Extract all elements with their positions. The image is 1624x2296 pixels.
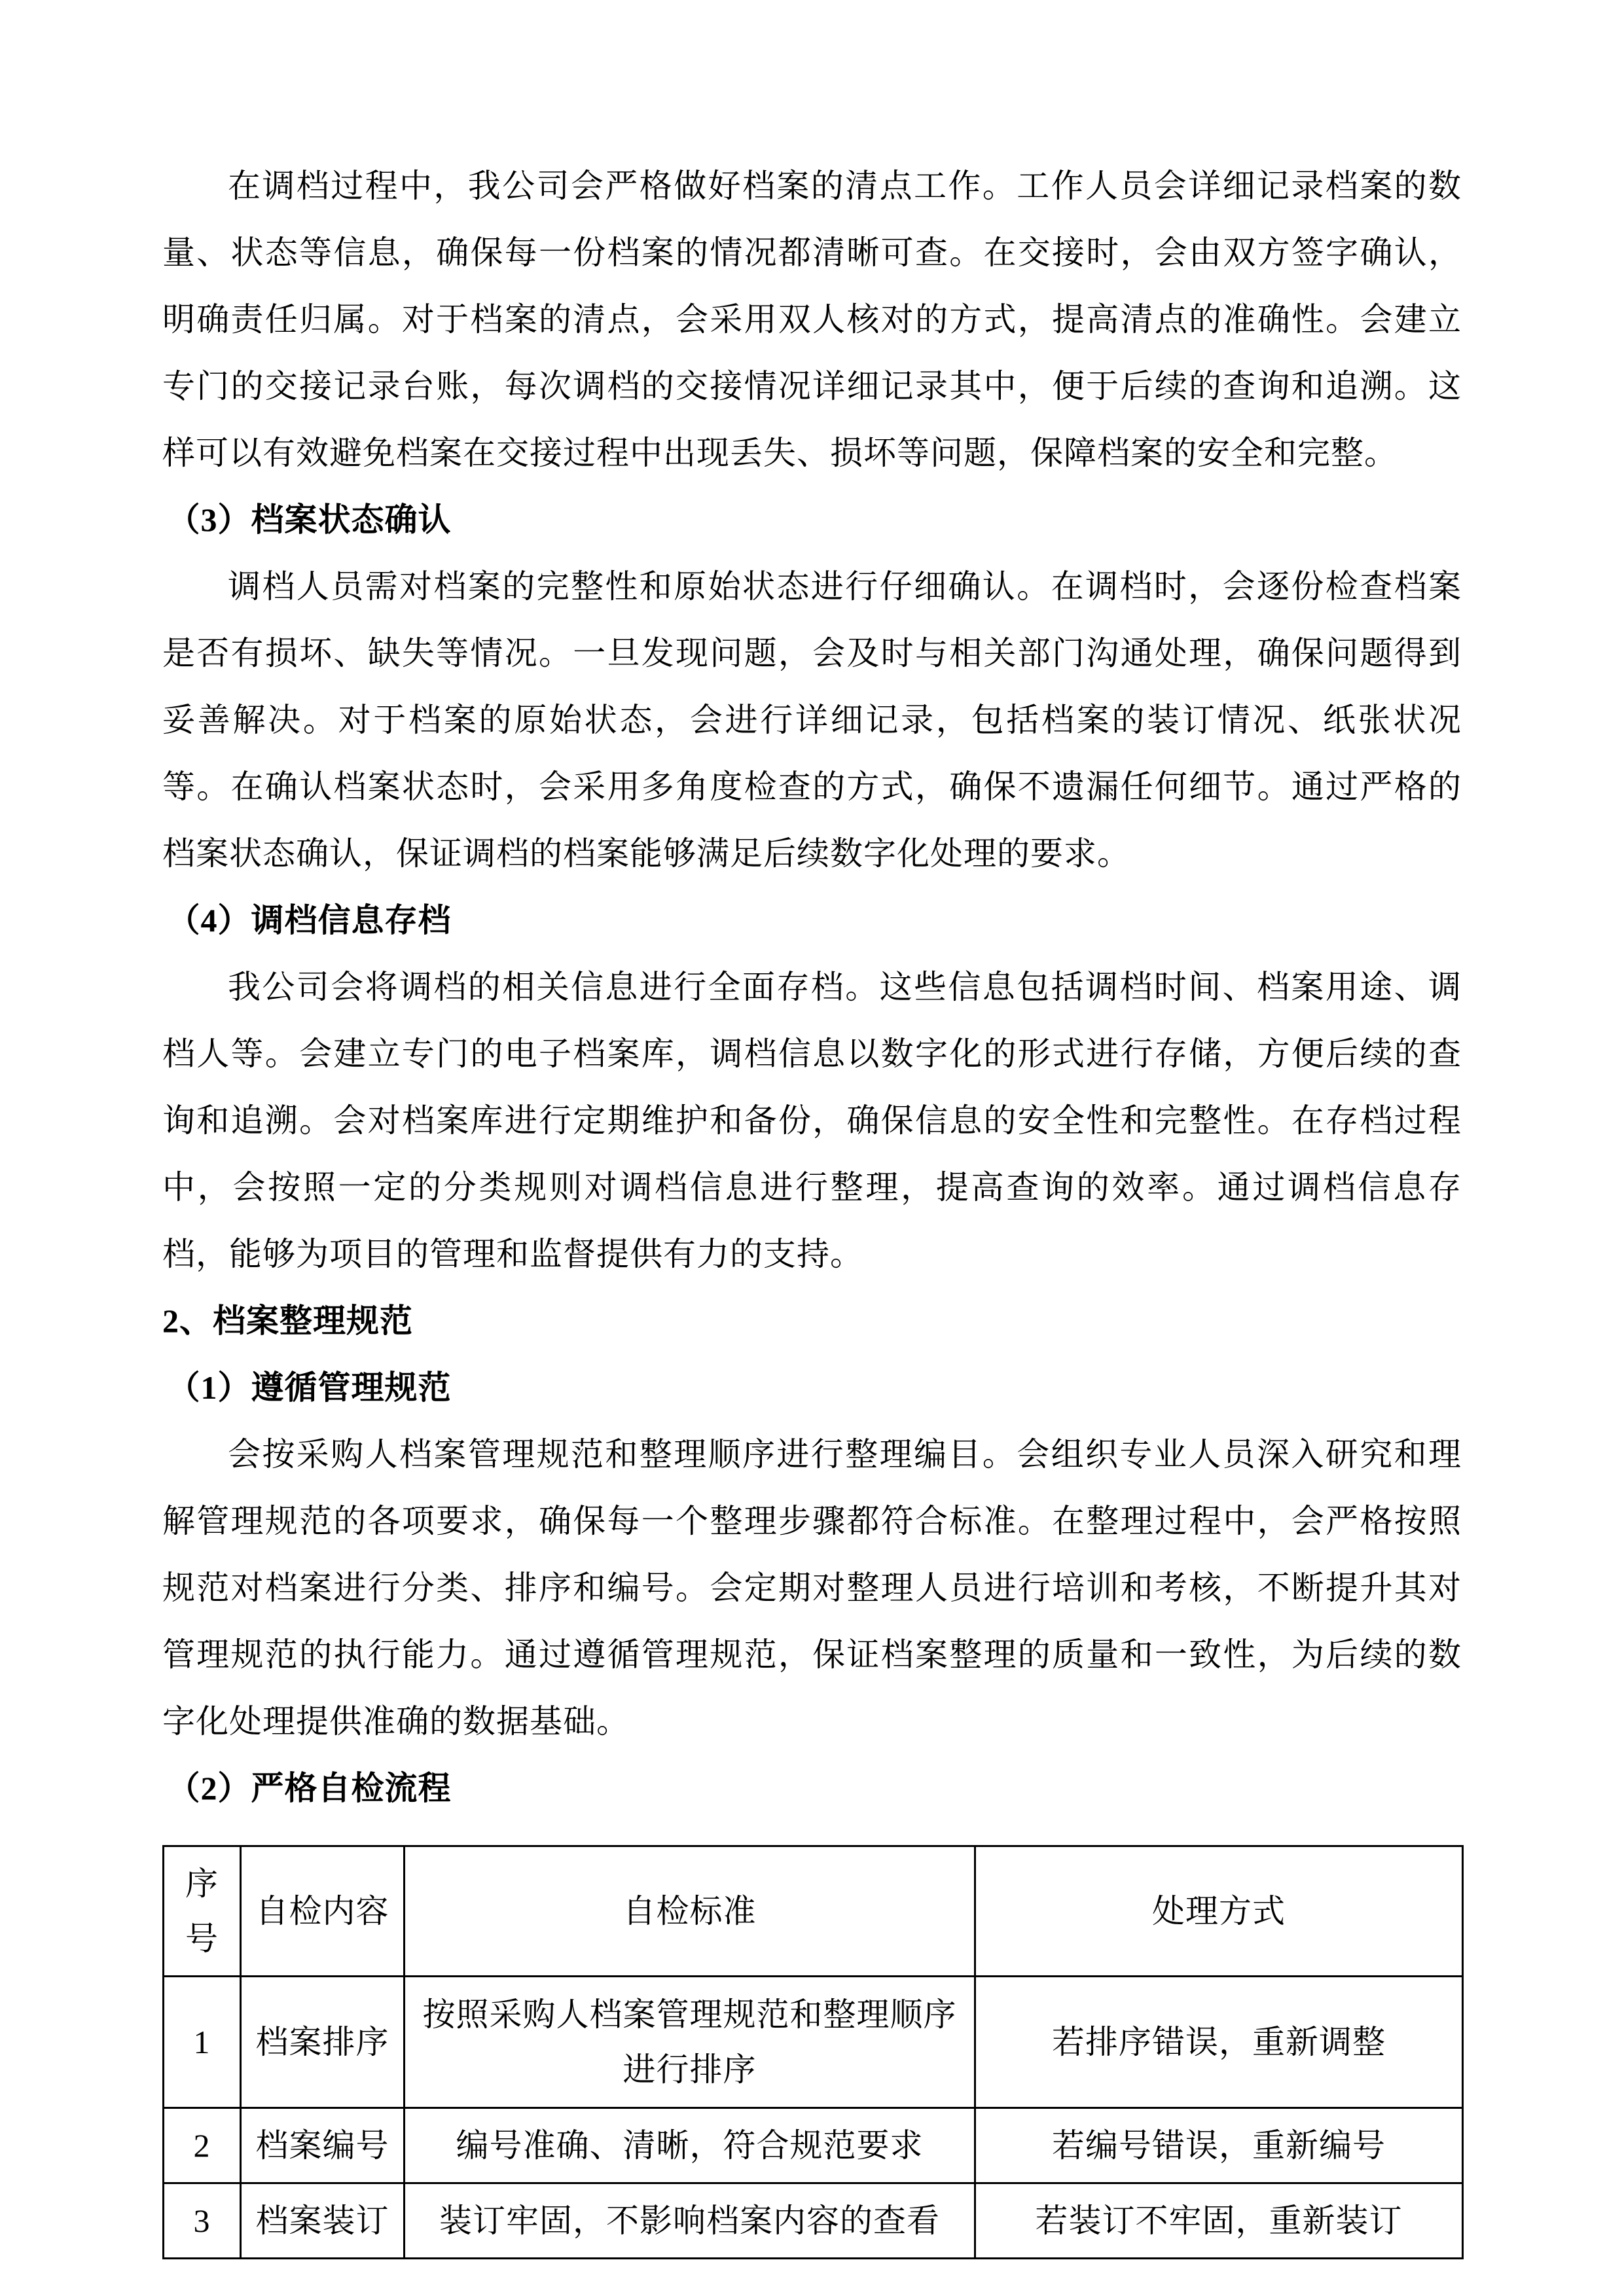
table-cell-seq: 3 — [164, 2183, 241, 2259]
paragraph-follow-management-spec: 会按采购人档案管理规范和整理顺序进行整理编目。会组织专业人员深入研究和理解管理规范的各项要求，确保每一个整理步骤都符合标准。在整理过程中，会严格按照规范对档案进行分类、排序和编号。会定期对整理人员进行培训和考核，不断提升其对管理规范的执行能力。通过遵循管理规范，保证档案整理的质量和一致性，为后续的数字化处理提供准确的数据基础。 — [162, 1436, 1462, 1740]
table-cell-handling: 若装订不牢固，重新装订 — [975, 2183, 1463, 2259]
table-cell-content: 档案装订 — [241, 2183, 405, 2259]
heading-strict-self-check: （2）严格自检流程 — [167, 1770, 452, 1806]
table-cell-handling: 若排序错误，重新调整 — [975, 1977, 1463, 2108]
document-content — [162, 152, 1462, 2259]
table-row — [164, 2183, 1463, 2259]
table-cell-seq: 1 — [164, 1977, 241, 2108]
heading-follow-management-spec: （1）遵循管理规范 — [167, 1369, 452, 1406]
paragraph-retrieval-info-archive: 我公司会将调档的相关信息进行全面存档。这些信息包括调档时间、档案用途、调档人等。会建立专门的电子档案库，调档信息以数字化的形式进行存储，方便后续的查询和追溯。会对档案库进行定期维护和备份，确保信息的安全性和完整性。在存档过程中，会按照一定的分类规则对调档信息进行整理，提高查询的效率。通过调档信息存档，能够为项目的管理和监督提供有力的支持。 — [162, 969, 1462, 1272]
table-row — [164, 1977, 1463, 2108]
paragraph-archive-counting: 在调档过程中，我公司会严格做好档案的清点工作。工作人员会详细记录档案的数量、状态等信息，确保每一份档案的情况都清晰可查。在交接时，会由双方签字确认，明确责任归属。对于档案的清点，会采用双人核对的方式，提高清点的准确性。会建立专门的交接记录台账，每次调档的交接情况详细记录其中，便于后续的查询和追溯。这样可以有效避免档案在交接过程中出现丢失、损坏等问题，保障档案的安全和完整。 — [162, 168, 1462, 471]
table-header-seq: 序号 — [164, 1846, 241, 1977]
table-cell-content: 档案编号 — [241, 2108, 405, 2183]
table-header-content: 自检内容 — [241, 1846, 405, 1977]
table-cell-content: 档案排序 — [241, 1977, 405, 2108]
heading-section-2-archive-arrangement: 2、档案整理规范 — [162, 1302, 413, 1339]
table-cell-standard: 按照采购人档案管理规范和整理顺序进行排序 — [405, 1977, 975, 2108]
table-row — [164, 2108, 1463, 2183]
table-header-standard: 自检标准 — [405, 1846, 975, 1977]
table-header-row — [164, 1846, 1463, 1977]
table-cell-seq: 2 — [164, 2108, 241, 2183]
table-cell-standard: 装订牢固，不影响档案内容的查看 — [405, 2183, 975, 2259]
self-check-table — [162, 1845, 1464, 2259]
heading-retrieval-info-archive: （4）调档信息存档 — [167, 902, 452, 939]
paragraph-archive-status-confirm: 调档人员需对档案的完整性和原始状态进行仔细确认。在调档时，会逐份检查档案是否有损坏、缺失等情况。一旦发现问题，会及时与相关部门沟通处理，确保问题得到妥善解决。对于档案的原始状态，会进行详细记录，包括档案的装订情况、纸张状况等。在确认档案状态时，会采用多角度检查的方式，确保不遗漏任何细节。通过严格的档案状态确认，保证调档的档案能够满足后续数字化处理的要求。 — [162, 568, 1462, 872]
table-header-handling: 处理方式 — [975, 1846, 1463, 1977]
table-cell-standard: 编号准确、清晰，符合规范要求 — [405, 2108, 975, 2183]
table-cell-handling: 若编号错误，重新编号 — [975, 2108, 1463, 2183]
heading-archive-status-confirm: （3）档案状态确认 — [167, 501, 452, 538]
